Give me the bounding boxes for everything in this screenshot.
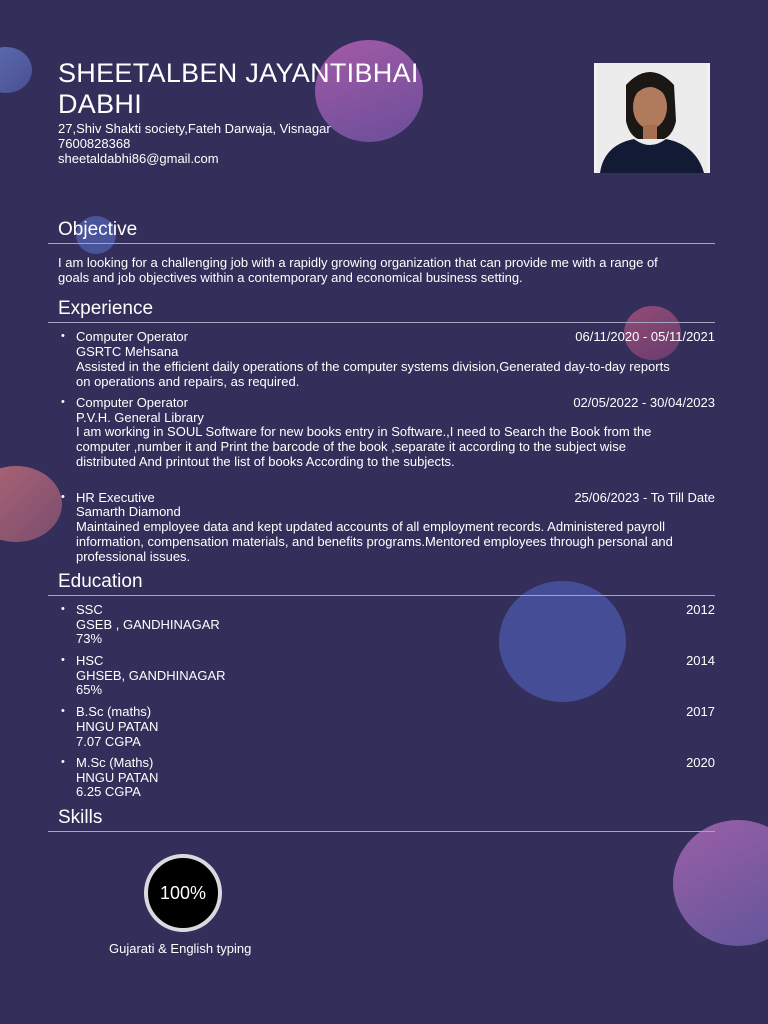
education-degree: M.Sc (Maths) <box>76 755 154 770</box>
list-bullet: • <box>61 603 65 615</box>
job-description-line: computer ,number it and Print the barcode of the book ,separate it according to the subject wise <box>76 439 626 454</box>
objective-heading: Objective <box>58 219 138 240</box>
job-company: Samarth Diamond <box>76 504 181 519</box>
job-dates: 25/06/2023 - To Till Date <box>574 490 715 505</box>
address: 27,Shiv Shakti society,Fateh Darwaja, Visnagar <box>58 121 331 136</box>
education-heading: Education <box>58 571 143 592</box>
profile-photo-image <box>594 63 710 173</box>
job-dates: 06/11/2020 - 05/11/2021 <box>575 329 715 344</box>
skills-heading: Skills <box>58 807 103 828</box>
education-board: GHSEB, GANDHINAGAR <box>76 668 226 683</box>
section-divider <box>48 243 715 244</box>
skill-level-indicator <box>144 854 222 932</box>
list-bullet: • <box>61 491 65 503</box>
education-score: 7.07 CGPA <box>76 734 141 749</box>
skill-name: Gujarati & English typing <box>109 941 252 956</box>
list-bullet: • <box>61 396 65 408</box>
section-divider <box>48 595 715 596</box>
job-description-line: Assisted in the efficient daily operations of the computer systems division,Generated day-to-day reports <box>76 359 670 374</box>
education-degree: HSC <box>76 653 104 668</box>
job-description <box>76 359 716 389</box>
job-description-line: professional issues. <box>76 549 191 564</box>
education-degree: B.Sc (maths) <box>76 704 152 719</box>
job-description-line: on operations and repairs, as required. <box>76 374 300 389</box>
job-title: Computer Operator <box>76 395 188 410</box>
job-description <box>76 424 716 469</box>
job-description-line: I am working in SOUL Software for new books entry in Software.,I need to Search the Book from the <box>76 424 652 439</box>
candidate-name <box>58 58 458 120</box>
education-year: 2012 <box>686 602 715 617</box>
job-description-line: Maintained employee data and kept updated accounts of all employment records. Administered payroll <box>76 519 665 534</box>
experience-heading: Experience <box>58 298 154 319</box>
skill-percent: 100% <box>159 882 207 903</box>
job-company: P.V.H. General Library <box>76 410 204 425</box>
education-board: HNGU PATAN <box>76 719 159 734</box>
job-title: HR Executive <box>76 490 155 505</box>
section-divider <box>48 322 715 323</box>
education-year: 2017 <box>686 704 715 719</box>
education-score: 65% <box>76 682 103 697</box>
education-score: 73% <box>76 631 103 646</box>
job-company: GSRTC Mehsana <box>76 344 179 359</box>
section-divider <box>48 831 715 832</box>
education-year: 2014 <box>686 653 715 668</box>
profile-photo <box>594 63 710 173</box>
education-board: HNGU PATAN <box>76 770 159 785</box>
candidate-name-line-1: SHEETALBEN JAYANTIBHAI <box>58 58 419 88</box>
list-bullet: • <box>61 705 65 717</box>
list-bullet: • <box>61 654 65 666</box>
objective-line: I am looking for a challenging job with a rapidly growing organization that can provide me with a range of <box>58 255 658 270</box>
job-description-line: distributed And printout the list of books According to the subjects. <box>76 454 455 469</box>
job-dates: 02/05/2022 - 30/04/2023 <box>573 395 715 410</box>
list-bullet: • <box>61 756 65 768</box>
job-description <box>76 519 716 564</box>
list-bullet: • <box>61 330 65 342</box>
email-address: sheetaldabhi86@gmail.com <box>58 151 219 166</box>
education-board: GSEB , GANDHINAGAR <box>76 617 220 632</box>
education-degree: SSC <box>76 602 103 617</box>
candidate-name-line-2: DABHI <box>58 89 143 119</box>
objective-text <box>58 255 715 285</box>
job-description-line: information, compensation materials, and benefits programs.Mentored employees through personal and <box>76 534 673 549</box>
job-title: Computer Operator <box>76 329 188 344</box>
education-year: 2020 <box>686 755 715 770</box>
phone-number: 7600828368 <box>58 136 131 151</box>
objective-line: goals and job objectives within a contemporary and economical business setting. <box>58 270 523 285</box>
education-score: 6.25 CGPA <box>76 784 141 799</box>
